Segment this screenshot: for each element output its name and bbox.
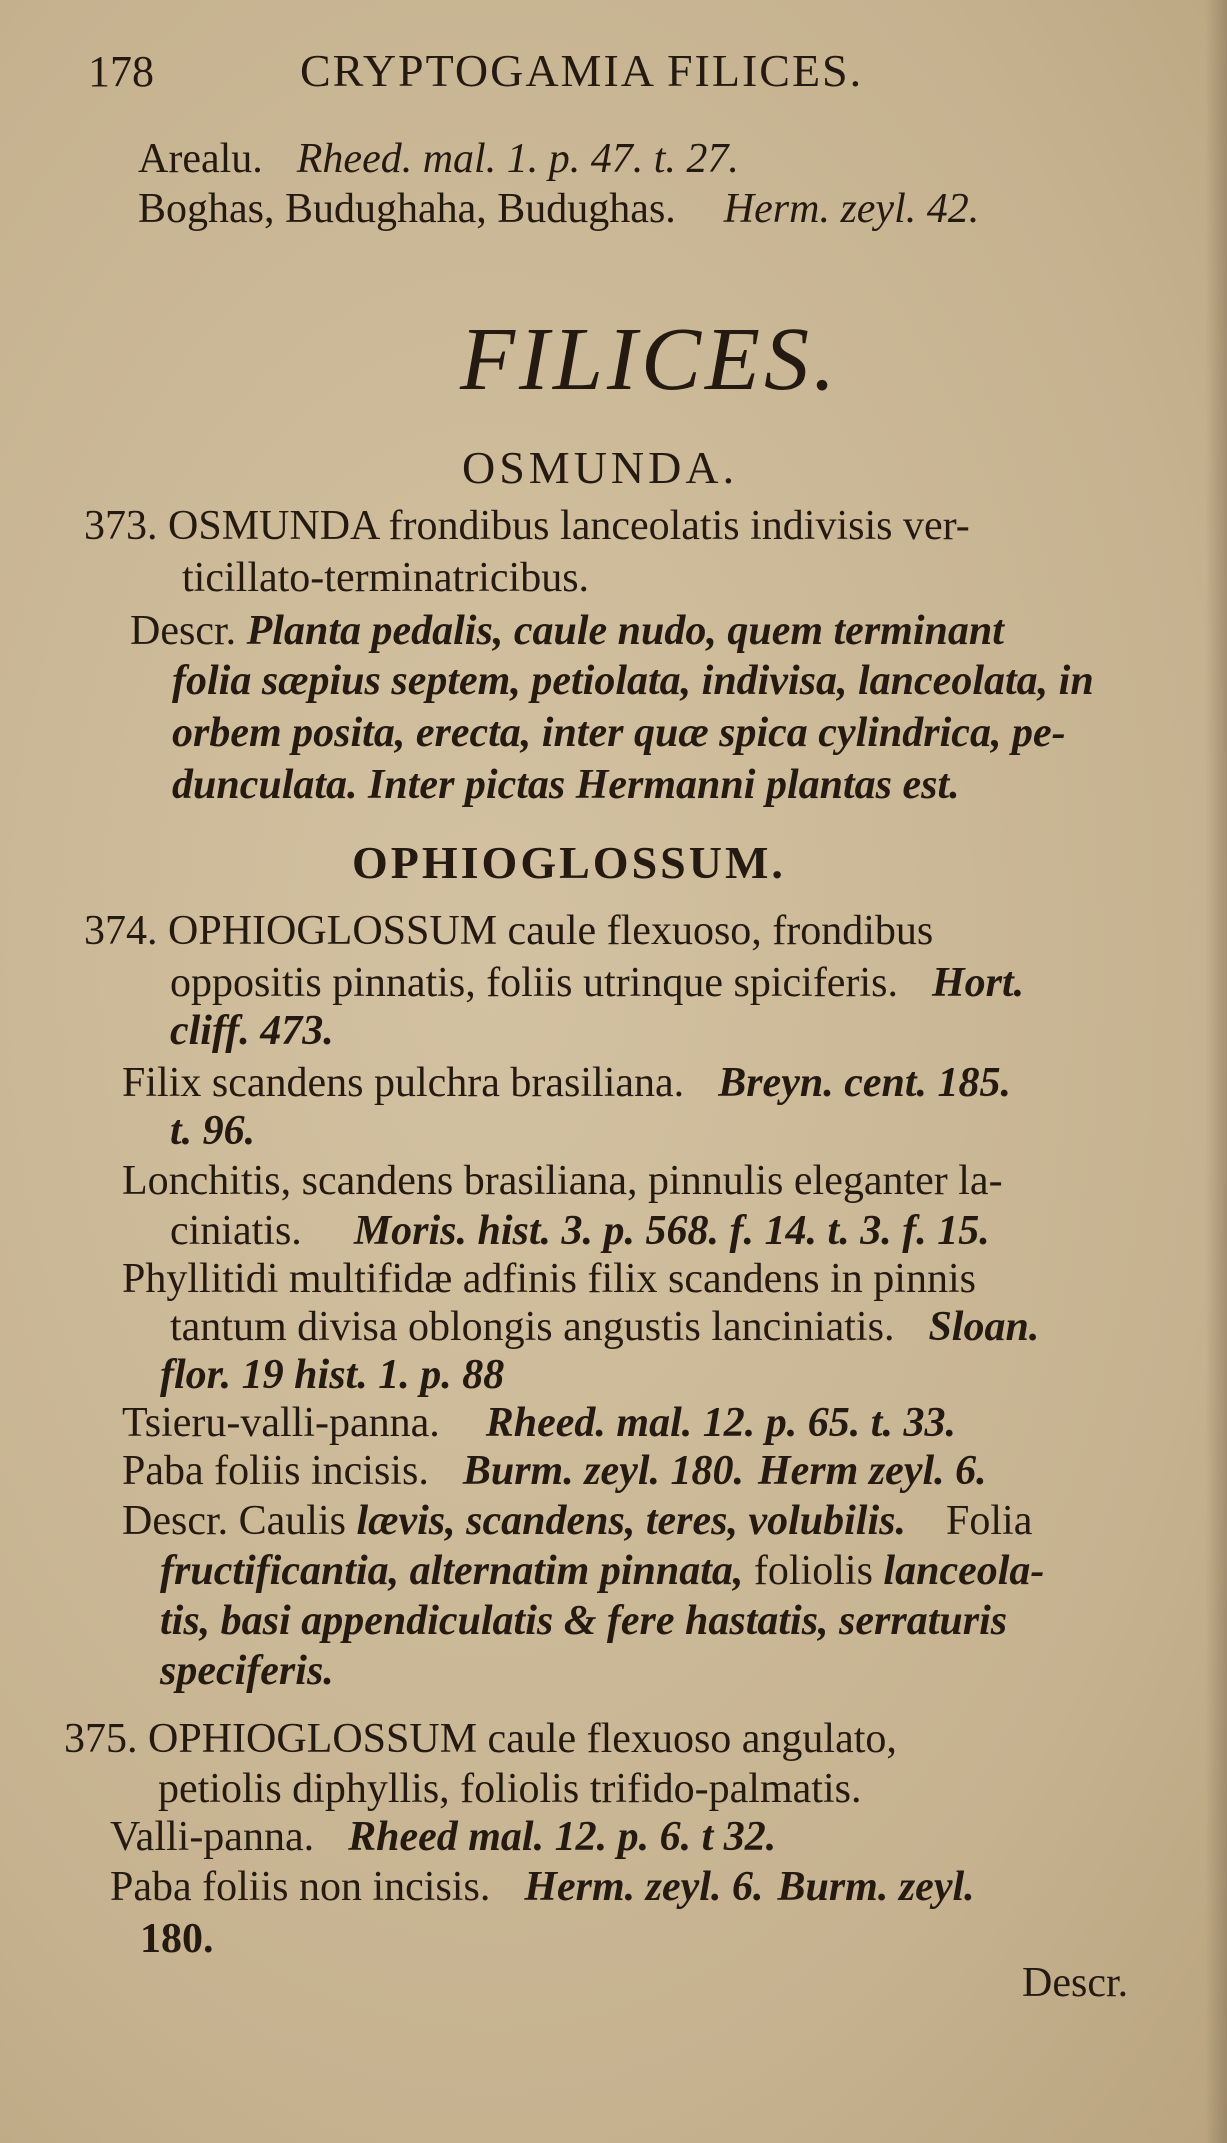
intro-line-2 <box>138 188 979 230</box>
species-374-descr-2 <box>160 1550 1044 1592</box>
species-373-descr-3: orbem posita, erecta, inter quæ spica cylindrica, pe- <box>172 710 1066 756</box>
synonym-phyllitidi-ref: flor. 19 hist. 1. p. 88 <box>160 1352 505 1398</box>
synonym-text: Tsieru-valli-panna. <box>122 1400 440 1446</box>
intro-names: Boghas, Budughaha, Budughas. <box>138 186 676 232</box>
descr-label: Descr. <box>130 608 237 654</box>
synonym-tsieru <box>122 1402 956 1444</box>
catchword: Descr. <box>1022 1960 1129 2006</box>
descr-text: Planta pedalis, caule nudo, quem terminant <box>246 608 1004 654</box>
synonym-text: Paba foliis incisis. <box>122 1448 429 1494</box>
species-diagnosis: oppositis pinnatis, foliis utrinque spiciferis. <box>170 960 898 1006</box>
synonym-phyllitidi: Phyllitidi multifidæ adfinis filix scandens in pinnis <box>122 1256 976 1302</box>
reference: Moris. hist. 3. p. 568. f. 14. t. 3. f. 15. <box>353 1208 990 1254</box>
synonym-lonchitis: Lonchitis, scandens brasiliana, pinnulis eleganter la- <box>122 1158 1003 1204</box>
species-373-descr-1 <box>130 610 1004 652</box>
page-edge-shadow <box>1205 0 1227 2143</box>
descr-text: fructificantia, alternatim pinnata, <box>160 1548 744 1594</box>
species-374-line-1 <box>84 910 933 952</box>
descr-text: Folia <box>946 1498 1033 1544</box>
species-number: 375. <box>64 1716 138 1762</box>
running-title: CRYPTOGAMIA FILICES. <box>300 45 864 96</box>
reference: Rheed mal. 12. p. 6. t 32. <box>348 1814 777 1860</box>
synonym-lonchitis-cont <box>170 1210 990 1252</box>
synonym-paba-non <box>110 1866 975 1908</box>
reference: Sloan. <box>928 1304 1040 1350</box>
reference: Burm. zeyl. 180. <box>462 1448 745 1494</box>
synonym-text: Filix scandens pulchra brasiliana. <box>122 1060 685 1106</box>
page-number: 178 <box>88 47 154 96</box>
species-375-line-2: petiolis diphyllis, foliolis trifido-palmatis. <box>158 1766 862 1812</box>
synonym-paba <box>122 1450 987 1492</box>
intro-line-1 <box>138 138 739 180</box>
synonym-valli <box>110 1816 776 1858</box>
synonym-phyllitidi-cont <box>170 1306 1039 1348</box>
reference: Herm. zeyl. 6. <box>524 1864 764 1910</box>
descr-label: Descr. <box>122 1498 229 1544</box>
genus-heading-osmunda: OSMUNDA. <box>462 442 739 493</box>
synonym-filix <box>122 1062 1011 1104</box>
synonym-text: ciniatis. <box>170 1208 302 1254</box>
reference: Herm zeyl. 6. <box>758 1448 987 1494</box>
descr-text: Caulis <box>238 1498 346 1544</box>
species-374-line-3: cliff. 473. <box>170 1008 334 1054</box>
reference: Rheed. mal. 12. p. 65. t. 33. <box>485 1400 956 1446</box>
species-375-line-1 <box>64 1718 897 1760</box>
section-title: FILICES. <box>460 310 840 409</box>
synonym-text: Valli-panna. <box>110 1814 315 1860</box>
species-373-line-2: ticillato-terminatricibus. <box>182 555 590 601</box>
synonym-text: tantum divisa oblongis angustis lanciniatis. <box>170 1304 895 1350</box>
intro-reference: Herm. zeyl. 42. <box>723 186 980 232</box>
species-diagnosis: OPHIOGLOSSUM caule flexuoso angulato, <box>148 1716 897 1762</box>
intro-name: Arealu. <box>138 136 263 182</box>
descr-text: lanceola- <box>883 1548 1045 1594</box>
species-diagnosis: OPHIOGLOSSUM caule flexuoso, frondibus <box>168 908 934 954</box>
species-374-line-2 <box>170 962 1024 1004</box>
species-373-descr-4: dunculata. Inter pictas Hermanni plantas est. <box>172 762 960 808</box>
descr-text: foliolis <box>753 1548 873 1594</box>
reference: Breyn. cent. 185. <box>718 1060 1011 1106</box>
species-373-descr-2: folia sæpius septem, petiolata, indivisa, lanceolata, in <box>172 658 1094 704</box>
species-number: 374. <box>84 908 158 954</box>
synonym-filix-cont: t. 96. <box>170 1108 256 1154</box>
species-374-descr-1 <box>122 1500 1032 1542</box>
reference: Hort. <box>931 960 1025 1006</box>
reference: Burm. zeyl. <box>777 1864 975 1910</box>
intro-reference: Rheed. mal. 1. p. 47. t. 27. <box>296 136 739 182</box>
species-374-descr-4: speciferis. <box>160 1648 334 1694</box>
species-374-descr-3: tis, basi appendiculatis & fere hastatis, serraturis <box>160 1598 1008 1644</box>
genus-heading-ophioglossum: OPHIOGLOSSUM. <box>352 837 786 888</box>
species-diagnosis: OSMUNDA frondibus lanceolatis indivisis ver- <box>168 503 970 549</box>
synonym-paba-non-cont: 180. <box>140 1916 214 1962</box>
descr-text: lævis, scandens, teres, volubilis. <box>356 1498 906 1544</box>
species-number: 373. <box>84 503 158 549</box>
synonym-text: Paba foliis non incisis. <box>110 1864 491 1910</box>
species-373-line-1 <box>84 505 970 547</box>
